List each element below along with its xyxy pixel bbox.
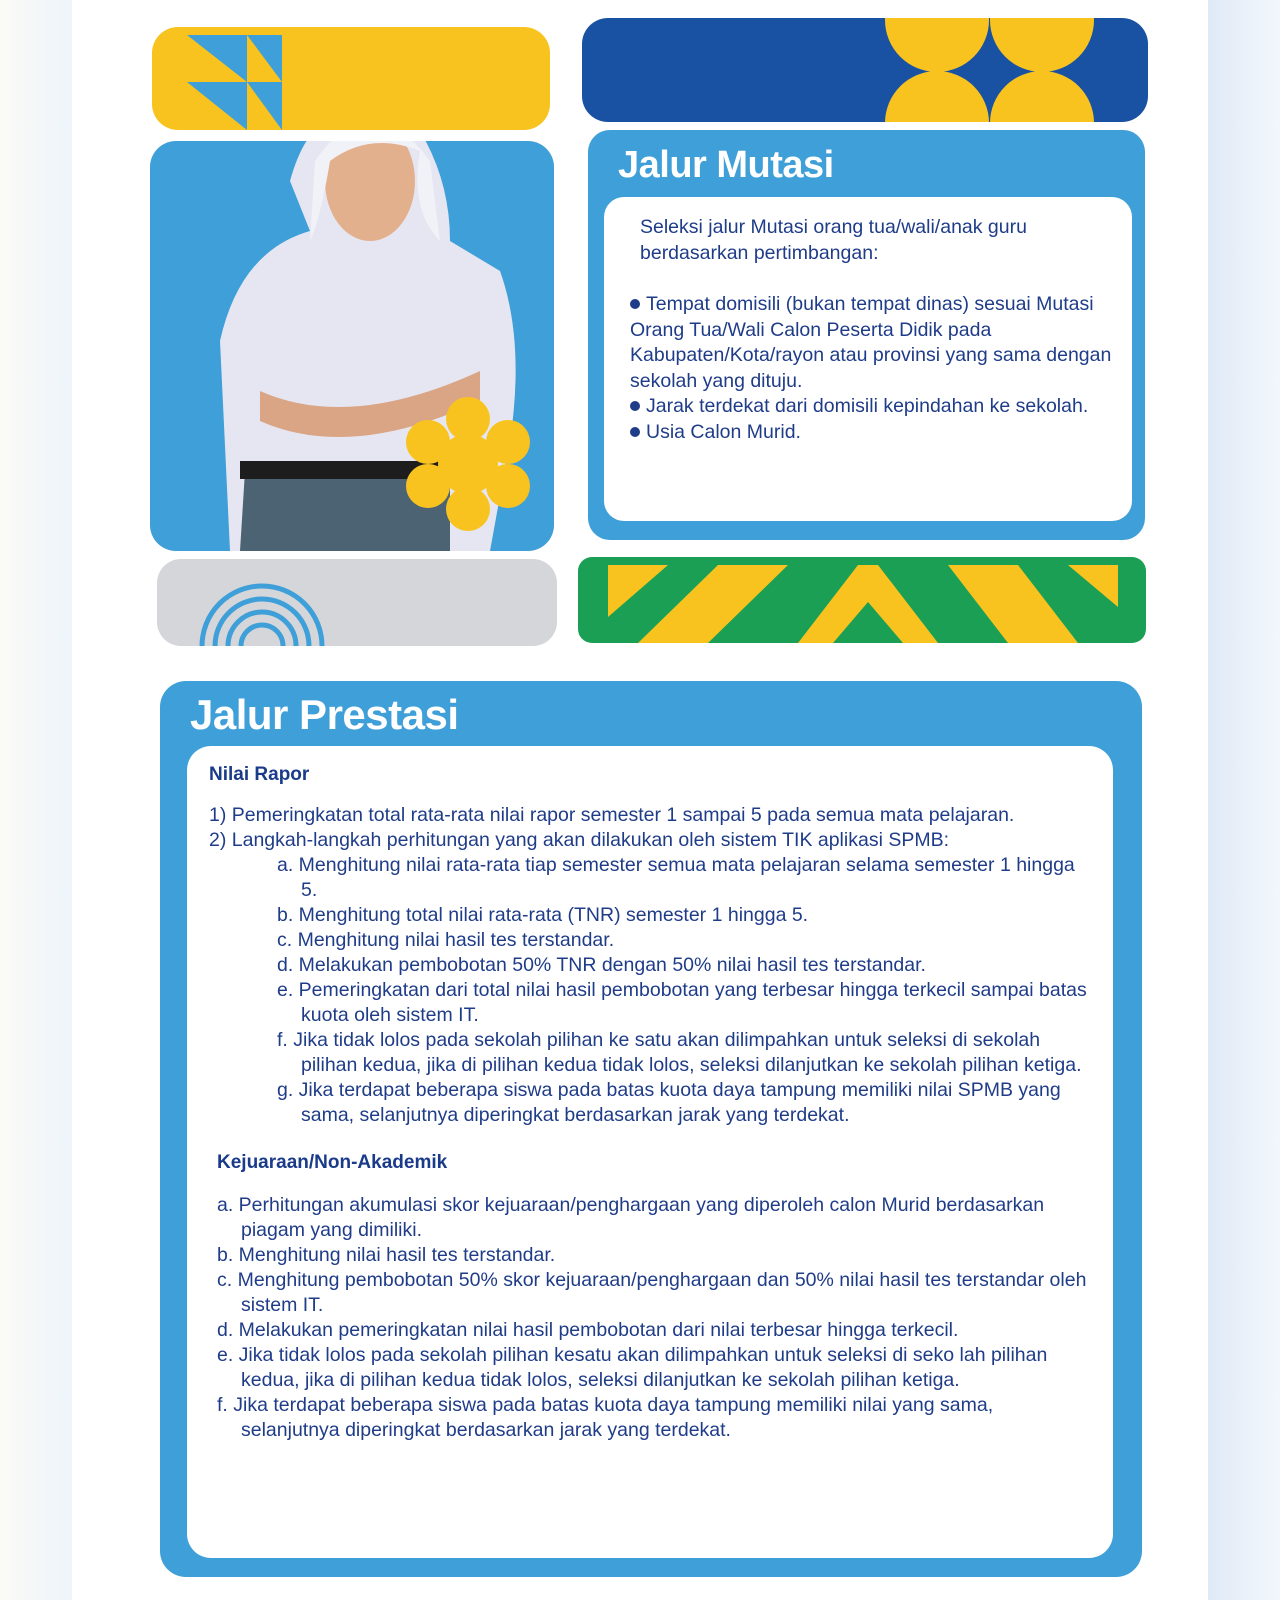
jalur-prestasi-card bbox=[160, 681, 1142, 1577]
student-illustration bbox=[150, 141, 554, 551]
grey-arc-banner bbox=[157, 559, 557, 646]
kejuaraan-heading: Kejuaraan/Non-Akademik bbox=[217, 1152, 448, 1173]
kejuaraan-item: e. Jika tidak lolos pada sekolah pilihan kesatu akan dilimpahkan untuk seleksi di seko lah pilihan kedua, jika di pilihan kedua tidak lolos, seleksi dilanjutkan ke sekolah pilihan ketiga. bbox=[217, 1344, 1048, 1391]
mutasi-bullet: Tempat domisili (bukan tempat dinas) sesuai Mutasi Orang Tua/Wali Calon Peserta Didik pada Kabupaten/Kota/rayon atau provinsi yang sama dengan sekolah yang dituju. bbox=[630, 293, 1112, 392]
rapor-item: 2) Langkah-langkah perhitungan yang akan dilakukan oleh sistem TIK aplikasi SPMB: bbox=[209, 829, 950, 851]
rapor-item: 1) Pemeringkatan total rata-rata nilai rapor semester 1 sampai 5 pada semua mata pelajaran. bbox=[209, 804, 1015, 826]
chevron-pattern-icon bbox=[578, 557, 1146, 643]
rapor-step: a. Menghitung nilai rata-rata tiap semester semua mata pelajaran selama semester 1 hingga 5. bbox=[277, 854, 1075, 901]
chevron-stripe-banner bbox=[578, 557, 1146, 643]
mutasi-content bbox=[604, 197, 1132, 521]
rapor-step: e. Pemeringkatan dari total nilai hasil pembobotan yang terbesar hingga terkecil sampai batas kuota oleh sistem IT. bbox=[277, 979, 1087, 1026]
mutasi-title: Jalur Mutasi bbox=[618, 144, 834, 186]
kejuaraan-item: d. Melakukan pemeringkatan nilai hasil pembobotan dari nilai terbesar hingga terkecil. bbox=[217, 1319, 959, 1341]
nilai-rapor-heading: Nilai Rapor bbox=[209, 764, 310, 785]
prestasi-title: Jalur Prestasi bbox=[190, 691, 459, 738]
rapor-step: b. Menghitung total nilai rata-rata (TNR) semester 1 hingga 5. bbox=[277, 904, 809, 926]
page-margin-left bbox=[0, 0, 72, 1600]
navy-circle-banner bbox=[582, 18, 1148, 122]
page-margin-right bbox=[1208, 0, 1280, 1600]
rapor-step: g. Jika terdapat beberapa siswa pada batas kuota daya tampung memiliki nilai SPMB yang sama, selanjutnya diperingkat berdasarkan jarak yang terdekat. bbox=[277, 1079, 1061, 1126]
kejuaraan-item: c. Menghitung pembobotan 50% skor kejuaraan/penghargaan dan 50% nilai hasil tes terstandar oleh sistem IT. bbox=[217, 1269, 1087, 1316]
kejuaraan-item: a. Perhitungan akumulasi skor kejuaraan/penghargaan yang diperoleh calon Murid berdasarkan piagam yang dimiliki. bbox=[217, 1194, 1045, 1241]
triangle-pattern-icon bbox=[152, 27, 550, 130]
mutasi-intro: Seleksi jalur Mutasi orang tua/wali/anak guru berdasarkan pertimbangan: bbox=[640, 216, 1027, 264]
mutasi-bullet: Jarak terdekat dari domisili kepindahan ke sekolah. bbox=[630, 394, 1112, 420]
bullet-icon bbox=[630, 401, 640, 411]
rapor-step: f. Jika tidak lolos pada sekolah pilihan ke satu akan dilimpahkan untuk seleksi di sekolah pilihan kedua, jika di pilihan kedua tidak lolos, seleksi dilanjutkan ke sekolah pilihan ketiga. bbox=[277, 1029, 1082, 1076]
prestasi-content bbox=[187, 746, 1113, 1558]
jalur-mutasi-card bbox=[588, 130, 1145, 540]
rapor-step: c. Menghitung nilai hasil tes terstandar. bbox=[277, 929, 615, 951]
student-photo bbox=[150, 141, 554, 551]
kejuaraan-item: b. Menghitung nilai hasil tes terstandar. bbox=[217, 1244, 556, 1266]
mutasi-bullet: Usia Calon Murid. bbox=[630, 420, 1112, 446]
bullet-icon bbox=[630, 299, 640, 309]
bullet-icon bbox=[630, 427, 640, 437]
yellow-triangle-banner bbox=[152, 27, 550, 130]
circle-pattern-icon bbox=[582, 18, 1148, 122]
kejuaraan-item: f. Jika terdapat beberapa siswa pada batas kuota daya tampung memiliki nilai yang sama, selanjutnya diperingkat berdasarkan jarak yang terdekat. bbox=[217, 1394, 994, 1441]
rapor-step: d. Melakukan pembobotan 50% TNR dengan 50% nilai hasil tes terstandar. bbox=[277, 954, 926, 976]
rainbow-arc-icon bbox=[157, 559, 557, 646]
